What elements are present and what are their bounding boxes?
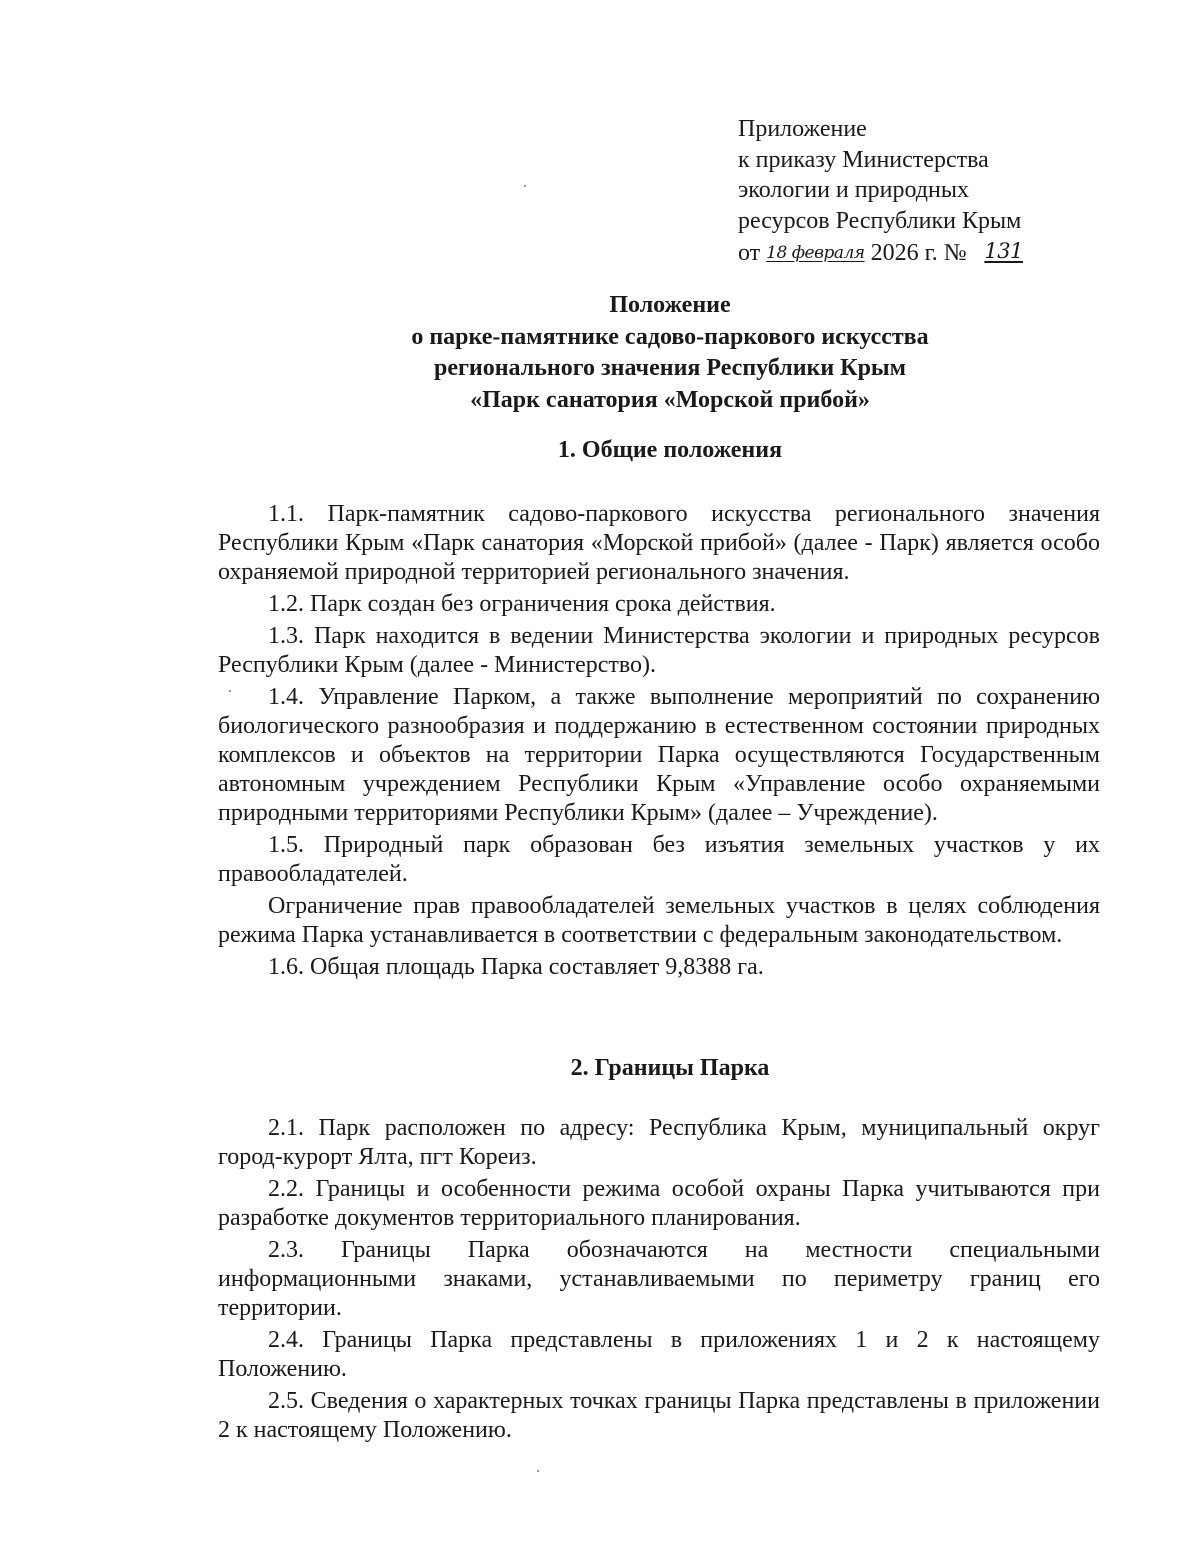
section-1-body [218, 500, 1100, 985]
title-line-4: «Парк санатория «Морской прибой» [470, 386, 870, 413]
section-1-heading: 1. Общие положения [557, 437, 783, 463]
section-2-heading: 2. Границы Парка [570, 1055, 770, 1081]
annex-date-prefix: от [738, 240, 761, 266]
title-line-3: регионального значения Республики Крым [433, 355, 907, 381]
paragraph-1-4: 1.4. Управление Парком, а также выполнение мероприятий по сохранению биологического разнообразия и поддержанию в естественном состоянии природных комплексов и объектов на территории Парка осуществляются Государственным автономным учреждением Республики Крым «Управление особо охраняемыми природными территориями Республики Крым» (далее – Учреждение). [218, 684, 1100, 826]
paragraph-1-5: 1.5. Природный парк образован без изъятия земельных участков у их правообладателей. [218, 832, 1100, 887]
paragraph-2-5: 2.5. Сведения о характерных точках границы Парка представлены в приложении 2 к настоящему Положению. [218, 1388, 1100, 1443]
paragraph-1-6: 1.6. Общая площадь Парка составляет 9,8388 га. [268, 954, 764, 980]
annex-line-3: экологии и природных [738, 177, 969, 203]
paragraph-1-1: 1.1. Парк-памятник садово-паркового искусства регионального значения Республики Крым «Парк санатория «Морской прибой» (далее - Парк) является особо охраняемой природной территорией регионального значения. [218, 501, 1100, 585]
paragraph-2-1: 2.1. Парк расположен по адресу: Республика Крым, муниципальный округ город-курорт Ялта, пгт Кореиз. [218, 1115, 1100, 1170]
section-2-body [218, 1114, 1100, 1448]
paragraph-2-4: 2.4. Границы Парка представлены в приложениях 1 и 2 к настоящему Положению. [218, 1327, 1100, 1382]
annex-line-1: Приложение [738, 116, 867, 142]
annex-date-suffix: 2026 г. № [870, 240, 967, 266]
handwritten-date: 18 февраля [766, 243, 865, 263]
annex-line-4: ресурсов Республики Крым [738, 207, 1022, 234]
paragraph-1-3: 1.3. Парк находится в ведении Министерства экологии и природных ресурсов Республики Крым (далее - Министерство). [218, 623, 1100, 678]
annex-date-line [738, 236, 1035, 269]
handwritten-order-number: 131 [984, 239, 1023, 263]
scan-speck [524, 185, 526, 187]
title-line-2: о парке-памятнике садово-паркового искусства [411, 323, 929, 350]
paragraph-1-2: 1.2. Парк создан без ограничения срока действия. [268, 591, 776, 617]
annex-line-2: к приказу Министерства [738, 146, 989, 173]
scan-speck [537, 1470, 539, 1472]
annex-header [738, 114, 1035, 269]
title-line-1: Положение [609, 292, 731, 318]
paragraph-2-2: 2.2. Границы и особенности режима особой охраны Парка учитываются при разработке документов территориального планирования. [218, 1176, 1100, 1231]
document-title [200, 290, 1140, 416]
scan-speck [229, 690, 231, 692]
paragraph-2-3: 2.3. Границы Парка обозначаются на местности специальными информационными знаками, устанавливаемыми по периметру границ его территории. [218, 1237, 1100, 1321]
paragraph-1-5-restriction: Ограничение прав правообладателей земельных участков в целях соблюдения режима Парка устанавливается в соответствии с федеральным законодательством. [218, 893, 1100, 948]
